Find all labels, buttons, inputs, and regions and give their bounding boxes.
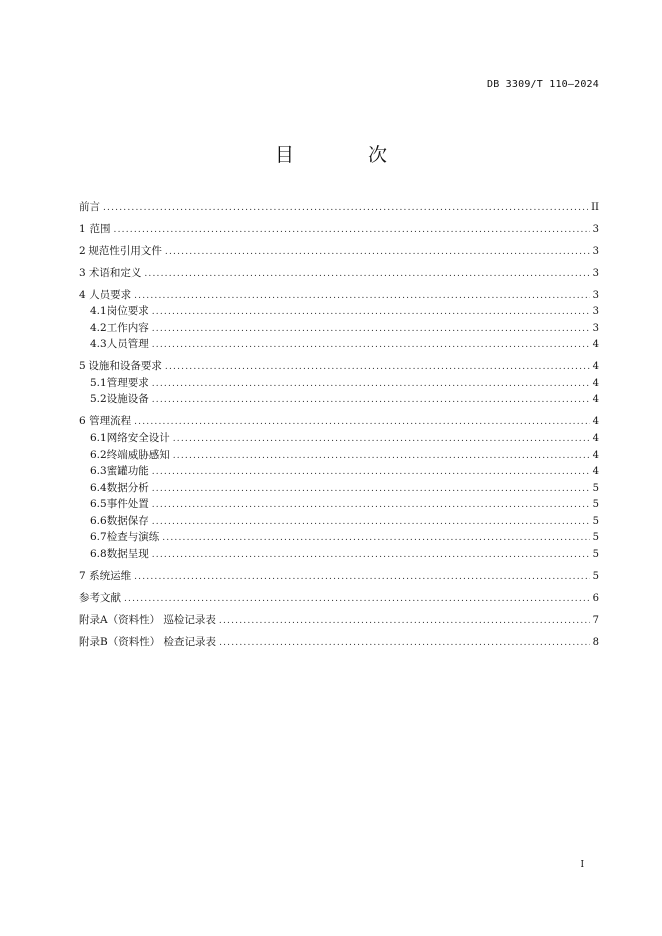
dot-leader [219,613,590,630]
dot-leader [134,288,590,305]
toc-entry[interactable] [79,529,599,546]
toc-entry[interactable] [79,447,599,464]
toc-entry[interactable] [79,546,599,563]
toc-entry[interactable] [79,568,599,585]
dot-leader [165,244,590,261]
toc-entry-label: 规范性引用文件 [88,244,162,257]
toc-entry-number: 6.1 [90,431,107,444]
toc-entry-page: 3 [592,245,599,257]
toc-entry-page: 5 [592,549,599,561]
toc-entry-page: 3 [592,289,599,301]
toc-entry[interactable] [79,590,599,607]
toc-entry-number: 6.6 [90,514,107,527]
toc-entry-page: II [591,202,599,213]
dot-leader [152,321,590,338]
toc-entry-page: 4 [592,394,599,406]
toc-entry-label: 事件处置 [106,498,149,511]
toc-entry-page: 4 [592,339,599,351]
toc-entry-label: 人员管理 [106,338,149,351]
toc-entry-label: 范围 [89,222,111,235]
toc-entry[interactable] [79,199,599,216]
toc-entry-page: 5 [592,532,599,544]
toc-entry-label: 数据保存 [106,514,149,527]
toc-entry-page: 5 [592,499,599,511]
toc-entry-number: 5.2 [90,393,107,406]
dot-leader [152,481,590,498]
dot-leader [152,392,590,409]
toc-entry-number: 6.8 [90,548,107,561]
toc-entry-label: 管理流程 [89,415,132,428]
toc-entry-number: 3 [79,266,86,279]
toc-entry-page: 4 [592,361,599,373]
toc-entry-label: 人员要求 [89,288,132,301]
toc-entry-number: 6.7 [90,531,107,544]
dot-leader [152,514,590,531]
toc-entry-page: 6 [592,592,599,604]
dot-leader [144,266,589,283]
toc-entry-page: 4 [592,466,599,478]
toc-entry[interactable] [79,513,599,530]
toc-entry-label: 术语和定义 [88,266,142,279]
toc-entry-number: 2 [79,244,86,257]
toc-entry[interactable] [79,634,599,651]
toc-entry-label: 附录B（资料性） 检查记录表 [79,635,217,648]
dot-leader [165,359,590,376]
toc-entry-number: 6.5 [90,498,107,511]
toc-entry[interactable] [79,430,599,447]
toc-entry-number: 6.2 [90,448,107,461]
toc-entry[interactable] [79,287,599,304]
toc-entry[interactable] [79,336,599,353]
toc-entry-number: 4 [79,288,86,301]
dot-leader [114,222,590,239]
dot-leader [162,530,589,547]
toc-entry-label: 岗位要求 [106,305,149,318]
toc-entry-label: 数据呈现 [106,548,149,561]
toc-entry[interactable] [79,612,599,629]
dot-leader [152,376,590,393]
dot-leader [152,337,590,354]
toc-entry-page: 3 [592,267,599,279]
dot-leader [152,304,590,321]
toc-entry-page: 8 [592,636,599,648]
toc-entry-label: 网络安全设计 [106,431,170,444]
toc-entry[interactable] [79,375,599,392]
toc-entry-label: 系统运维 [89,569,132,582]
toc-entry-page: 3 [592,306,599,318]
toc-entry-number: 5.1 [90,376,107,389]
document-code: DB 3309/T 110—2024 [487,79,599,90]
toc-entry-label: 终端威胁感知 [106,448,170,461]
toc-entry[interactable] [79,243,599,260]
page-number: I [580,860,584,870]
toc-entry-label: 管理要求 [106,376,149,389]
dot-leader [124,591,590,608]
toc-entry-page: 5 [592,515,599,527]
toc-entry[interactable] [79,463,599,480]
toc-entry-label: 工作内容 [106,321,149,334]
toc-entry-label: 检查与演练 [106,531,160,544]
toc-entry-page: 4 [592,416,599,428]
toc-entry-page: 4 [592,449,599,461]
toc-entry[interactable] [79,320,599,337]
toc-entry-number: 1 [79,222,86,235]
dot-leader [152,497,590,514]
toc-entry[interactable] [79,303,599,320]
page-title: 目 次 [274,144,422,166]
toc-entry[interactable] [79,265,599,282]
toc-entry-number: 7 [79,569,86,582]
toc-entry-label: 前言 [79,201,100,213]
dot-leader [173,431,590,448]
toc-entry-page: 3 [592,223,599,235]
toc-entry[interactable] [79,358,599,375]
toc-entry-label: 附录A（资料性） 巡检记录表 [79,613,216,626]
toc-entry-number: 4.3 [90,338,107,351]
toc-entry[interactable] [79,480,599,497]
toc-entry-page: 3 [592,322,599,334]
dot-leader [219,635,590,652]
toc-entry-number: 6.4 [90,481,107,494]
dot-leader [103,200,588,217]
toc-entry-number: 4.1 [90,305,107,318]
toc-entry-label: 数据分析 [106,481,149,494]
dot-leader [152,464,590,481]
toc-entry-page: 4 [592,377,599,389]
toc-entry-number: 6.3 [90,465,107,478]
dot-leader [134,414,590,431]
toc-entry-page: 4 [592,432,599,444]
table-of-contents [79,199,599,650]
toc-entry[interactable] [79,221,599,238]
toc-entry-label: 蜜罐功能 [106,465,149,478]
dot-leader [173,448,590,465]
toc-entry-page: 7 [592,614,599,626]
dot-leader [134,569,590,586]
toc-entry-label: 设施设备 [106,393,149,406]
toc-entry[interactable] [79,391,599,408]
toc-entry-number: 6 [79,415,86,428]
toc-entry[interactable] [79,413,599,430]
toc-entry-number: 4.2 [90,321,107,334]
toc-entry-number: 5 [79,360,86,373]
toc-entry-page: 5 [592,482,599,494]
dot-leader [152,547,590,564]
toc-entry-page: 5 [592,570,599,582]
toc-entry-label: 参考文献 [79,591,121,604]
toc-entry[interactable] [79,496,599,513]
toc-entry-label: 设施和设备要求 [88,360,162,373]
